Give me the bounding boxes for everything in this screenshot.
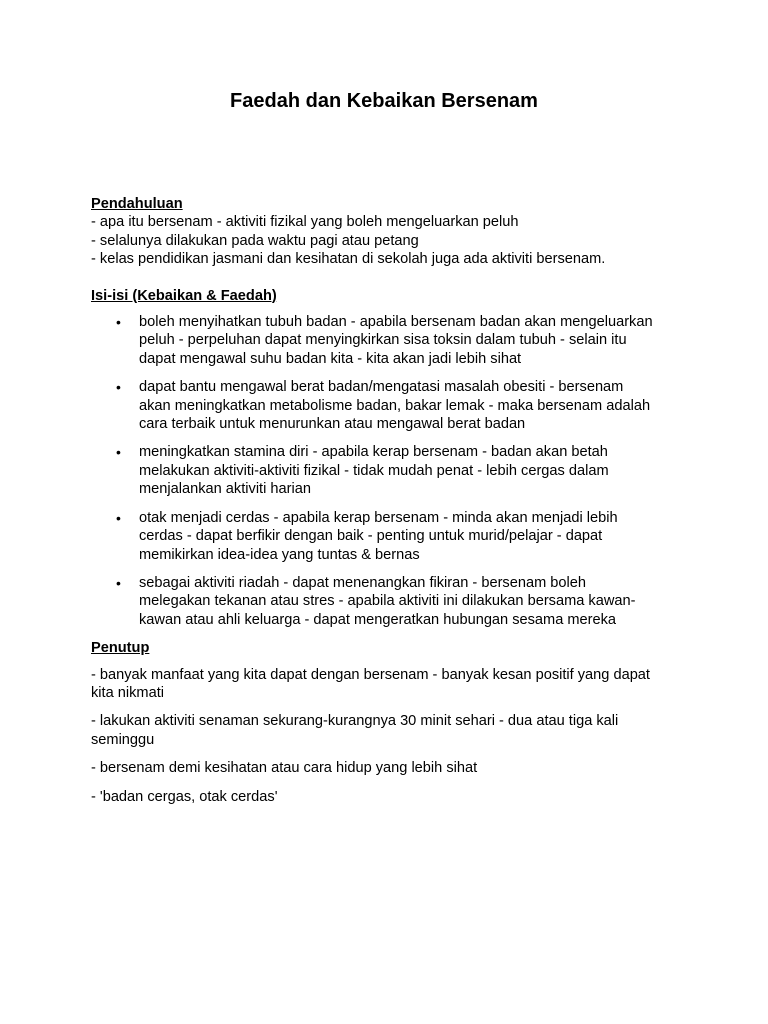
list-item-text: meningkatkan stamina diri - apabila kerap bersenam - badan akan betah melakukan aktiviti-aktiviti fizikal - tidak mudah penat - lebih cergas dalam menjalankan aktiviti harian: [139, 444, 609, 498]
closing-line: - bersenam demi kesihatan atau cara hidup yang lebih sihat: [91, 760, 478, 777]
bullet-list: [91, 313, 691, 629]
document-title: Faedah dan Kebaikan Bersenam: [230, 90, 538, 112]
section-isi: [91, 287, 691, 630]
intro-line: - apa itu bersenam - aktiviti fizikal yang boleh mengeluarkan peluh: [91, 214, 519, 231]
list-item: [91, 378, 659, 433]
list-item-text: sebagai aktiviti riadah - dapat menenangkan fikiran - bersenam boleh melegakan tekanan atau stres - apabila aktiviti ini dilakukan bersama kawan-kawan atau ahli keluarga - dapat mengeratkan hubungan sesama mereka: [139, 574, 636, 628]
section-penutup: [91, 639, 691, 806]
bullet-icon: •: [116, 314, 121, 331]
list-item: [91, 509, 659, 564]
list-item-text: dapat bantu mengawal berat badan/mengatasi masalah obesiti - bersenam akan meningkatkan metabolisme badan, bakar lemak - maka bersenam adalah cara terbaik untuk menurunkan atau mengawal berat badan: [139, 379, 651, 433]
heading-isi: Isi-isi (Kebaikan & Faedah): [91, 287, 277, 304]
heading-penutup: Penutup: [91, 640, 150, 657]
bullet-icon: •: [116, 574, 121, 591]
bullet-icon: •: [116, 379, 121, 396]
list-item: [91, 313, 659, 368]
section-pendahuluan: [91, 195, 691, 269]
closing-line: - banyak manfaat yang kita dapat dengan bersenam - banyak kesan positif yang dapat kita nikmati: [91, 666, 650, 701]
list-item: [91, 443, 659, 498]
heading-pendahuluan: Pendahuluan: [91, 196, 183, 212]
bullet-icon: •: [116, 444, 121, 461]
closing-line: - lakukan aktiviti senaman sekurang-kurangnya 30 minit sehari - dua atau tiga kali seminggu: [91, 713, 619, 748]
closing-line: - 'badan cergas, otak cerdas': [91, 788, 278, 805]
intro-line: - kelas pendidikan jasmani dan kesihatan di sekolah juga ada aktiviti bersenam.: [91, 251, 606, 268]
document-body: [91, 195, 691, 816]
list-item: [91, 574, 659, 629]
bullet-icon: •: [116, 509, 121, 526]
list-item-text: otak menjadi cerdas - apabila kerap bersenam - minda akan menjadi lebih cerdas - dapat berfikir dengan baik - penting untuk murid/pelajar - dapat memikirkan idea-idea yang tuntas & bernas: [139, 509, 618, 563]
intro-line: - selalunya dilakukan pada waktu pagi atau petang: [91, 232, 419, 249]
list-item-text: boleh menyihatkan tubuh badan - apabila bersenam badan akan mengeluarkan peluh - perpeluhan dapat menyingkirkan sisa toksin dalam tubuh - selain itu dapat mengawal suhu badan kita - kita akan jadi lebih sihat: [139, 314, 653, 367]
